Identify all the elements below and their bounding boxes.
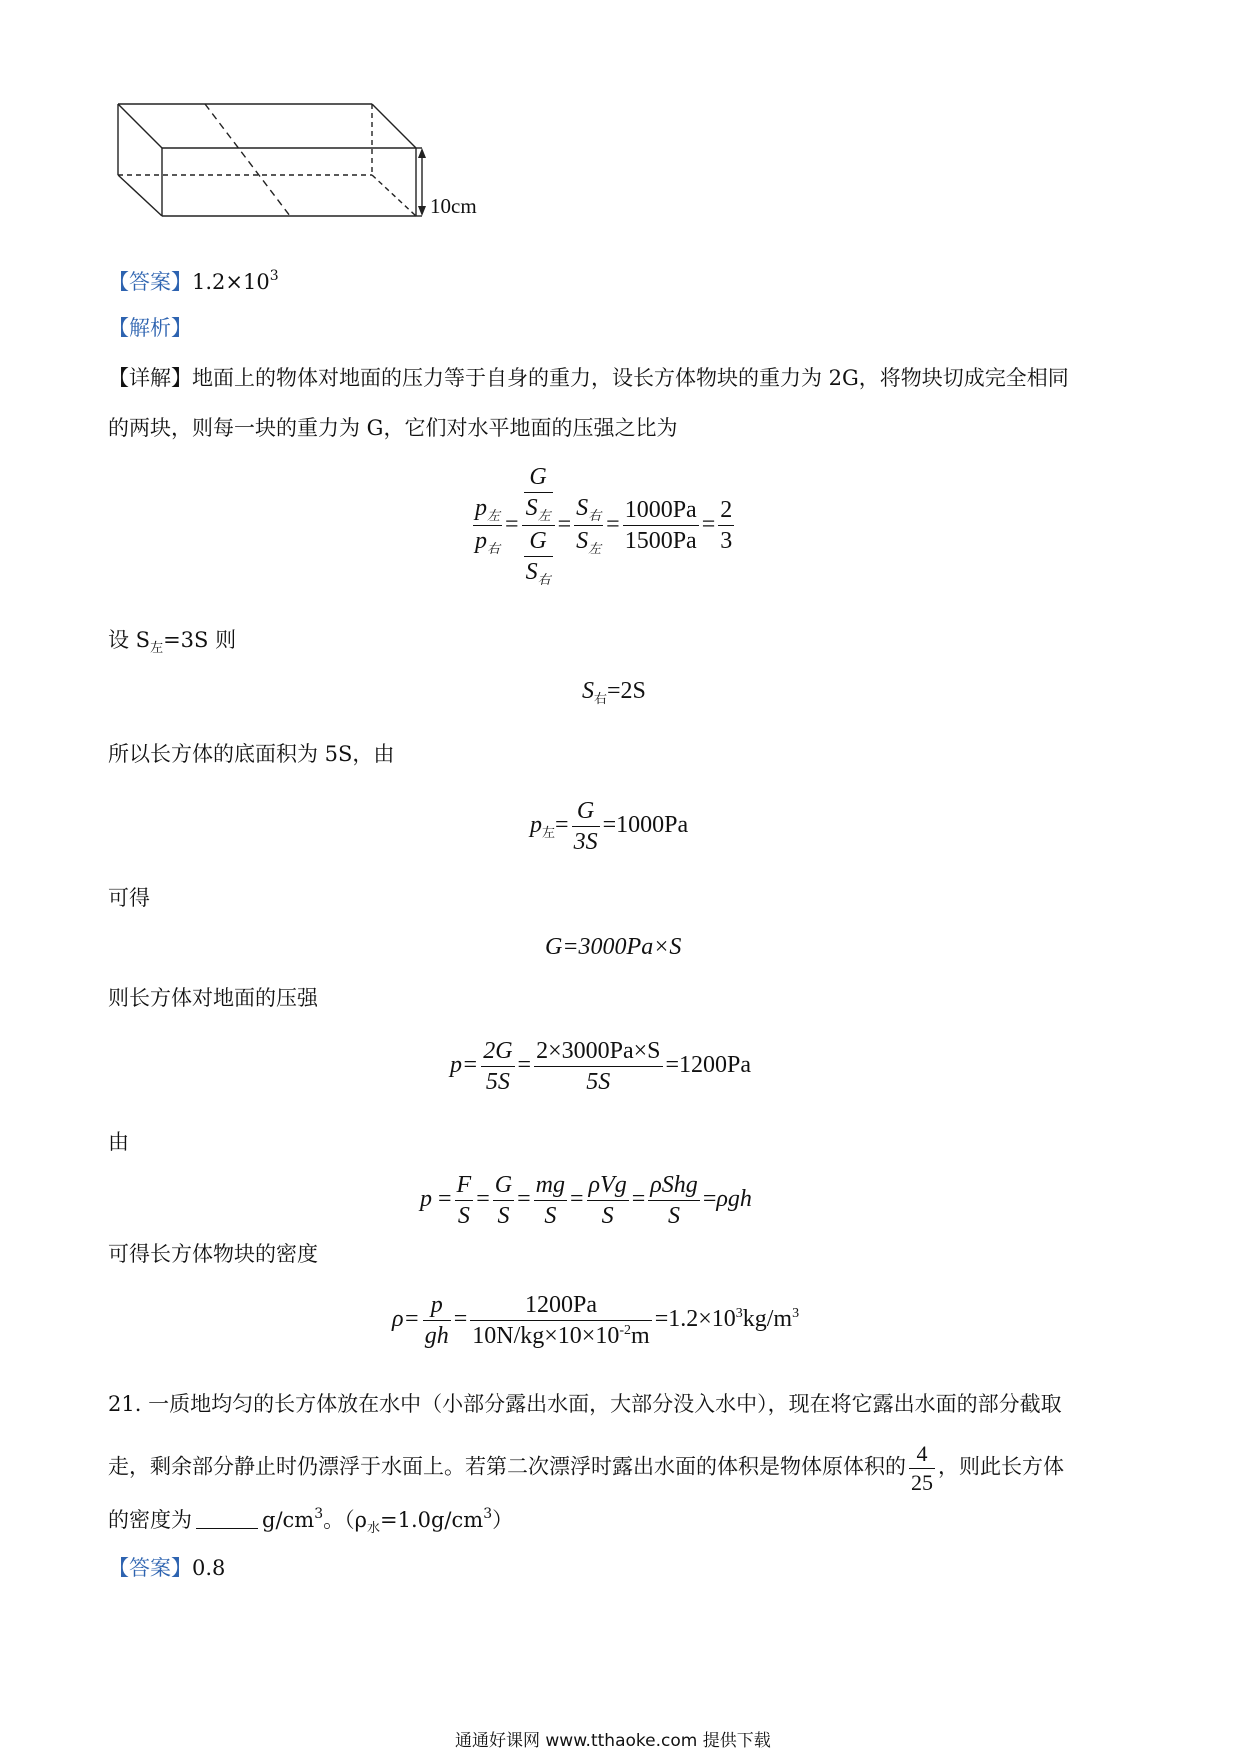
G-num: G [572, 796, 600, 827]
frac-area-ratio [574, 493, 603, 559]
S-num: S [576, 495, 589, 521]
p-lhs: p= [450, 1052, 479, 1079]
S1: S [457, 1203, 470, 1229]
three: 3 [720, 528, 733, 555]
rho-water-sub: 水 [366, 1521, 380, 1536]
equation-pressure-chain: p = $\frac{F}{S}$ = $\frac{G}{S}$ = $\frac{mg}{S}$ = $\frac{\text{ρVg}}{S}$ = $\frac{\text{ρShg}}{S}$ =ρgh [420, 1172, 752, 1229]
pressure-line: 则长方体对地面的压强 [108, 986, 318, 1010]
G-bottom: G [524, 526, 553, 557]
rhoVg: ρVg [587, 1170, 629, 1201]
p-right: p [475, 528, 487, 555]
detail-line-1 [108, 366, 1069, 391]
frac-6000 [534, 1036, 662, 1097]
S5: S [668, 1203, 681, 1229]
gh-den: gh [424, 1323, 449, 1349]
frac-rhoVg-S [587, 1170, 629, 1231]
answer-blank [196, 1510, 258, 1529]
sub-left-2: 左 [537, 509, 551, 524]
num-6000: 2×3000Pa×S [534, 1036, 662, 1067]
footer-text: 通通好课网 www.tthaoke.com 提供下载 [455, 1731, 771, 1751]
unit-exp: 3 [314, 1506, 324, 1522]
p-left-rhs: =1000Pa [602, 812, 689, 839]
frac-p-ratio [473, 493, 502, 559]
rhoShg: ρShg [648, 1170, 700, 1201]
frac-2G-5S [481, 1036, 514, 1097]
p-chain: p [420, 1186, 432, 1213]
p1500: 1500Pa [624, 528, 697, 555]
frac-num: 4 [909, 1440, 935, 1469]
den-exp: -2 [619, 1323, 632, 1338]
frac-pa [623, 495, 699, 556]
2G: 2G [481, 1036, 514, 1067]
answer-line-q20 [108, 268, 279, 295]
S-den: S [576, 528, 589, 555]
set-text: 设 S [108, 628, 151, 652]
answer-tag: 【答案】 [108, 270, 192, 294]
sub-left-3: 左 [588, 542, 602, 558]
q21-text-b: ，则此长方体 [938, 1454, 1064, 1479]
block-figure [110, 100, 510, 245]
S2: S [497, 1203, 510, 1229]
rho-water-open: 。（ρ [323, 1508, 367, 1532]
equation-density: ρ= $\frac{p}{gh}$ = $\frac{1200Pa}{10N/kg\times 10\times 10^{-2}m}$ $=1.2\times 10^3kg/m^3$ [392, 1292, 800, 1349]
frac-1200-den [470, 1290, 651, 1351]
derive-line: 可得 [108, 886, 150, 910]
rho-lhs: ρ= [392, 1306, 420, 1333]
F: F [455, 1170, 474, 1201]
5S: 5S [485, 1069, 510, 1095]
S-bottom: S [525, 559, 538, 586]
G-top: G [524, 462, 553, 493]
rho-exp: 3 [735, 1306, 743, 1322]
S-right-symbol: S [582, 678, 594, 704]
mg: mg [534, 1170, 567, 1201]
equation-p-left: $p_左=$ $\frac{G}{3S}$ =1000Pa [530, 798, 689, 855]
from-line: 由 [108, 1130, 129, 1154]
frac-F-S [455, 1170, 474, 1231]
equation-s-right [582, 678, 646, 707]
frac-compound [522, 462, 555, 590]
S3: S [544, 1203, 557, 1229]
rho-unit-exp: 3 [792, 1306, 800, 1322]
3S-den: 3S [573, 829, 598, 855]
frac-4-25 [909, 1440, 935, 1496]
detail-text-1: 地面上的物体对地面的压力等于自身的重力，设长方体物块的重力为 2G，将物块切成完全相同 [192, 366, 1069, 390]
S-right-rest: =2S [607, 678, 646, 704]
detail-tag: 【详解】 [108, 366, 192, 390]
q21-text-a: 走，剩余部分静止时仍漂浮于水面上。若第二次漂浮时露出水面的体积是物体原体积的 [108, 1454, 906, 1479]
detail-line-2: 的两块，则每一块的重力为 G，它们对水平地面的压强之比为 [108, 416, 678, 440]
rho-water-value: =1.0g/cm [380, 1508, 484, 1532]
p-result: =1200Pa [665, 1052, 752, 1079]
equation-G: G=3000Pa×S [545, 934, 682, 960]
set-line [108, 628, 236, 657]
num-1200: 1200Pa [470, 1290, 651, 1321]
sub-left: 左 [487, 509, 501, 524]
rho-water-exp: 3 [483, 1506, 493, 1522]
frac-rhoShg-S [648, 1170, 700, 1231]
rho-unit: kg/m [742, 1306, 793, 1333]
q21-line-1: 21. 一质地均匀的长方体放在水中（小部分露出水面，大部分没入水中），现在将它露出水面的部分截取 [108, 1392, 1062, 1416]
p-left-symbol: p [530, 812, 542, 839]
den-5S: 5S [586, 1069, 611, 1095]
q21-text-c: 的密度为 [108, 1508, 192, 1532]
answer-exponent: 3 [269, 268, 279, 284]
sub-right-3: 右 [588, 509, 602, 524]
base-area-line: 所以长方体的底面积为 5S，由 [108, 742, 395, 766]
density-line: 可得长方体物块的密度 [108, 1242, 318, 1266]
unit: g/cm [262, 1508, 315, 1532]
set-sub: 左 [150, 641, 164, 656]
rhogh: ρgh [716, 1186, 752, 1213]
sub-right: 右 [487, 542, 501, 558]
rho-rhs: =1.2×10 [654, 1306, 736, 1333]
answer-value-q21: 0.8 [192, 1556, 226, 1580]
two: 2 [718, 495, 734, 526]
S-right-sub: 右 [594, 692, 608, 707]
p-num: p [423, 1290, 451, 1321]
answer-tag-q21: 【答案】 [108, 1556, 192, 1580]
p-left: p [475, 495, 487, 521]
frac-two-thirds [718, 495, 734, 556]
equation-pressure: p= $\frac{2G}{5S}$ = $\frac{2\times 3000Pa\times S}{5S}$ =1200Pa [450, 1038, 752, 1095]
equation-pressure-ratio: $\frac{p_左}{p_右}$ = $\frac{\frac{G}{S_左}}{\frac{G}{S_右}}$ = $\frac{S_右}{S_左}$ = $\frac{1000Pa}{1500Pa}$ = $\frac{2}{3}$ [475, 464, 733, 589]
p1000: 1000Pa [623, 495, 699, 526]
close-paren: ） [492, 1508, 514, 1532]
sub-right-2: 右 [537, 573, 551, 589]
q21-line-3 [108, 1506, 513, 1537]
frac-mg-S [534, 1170, 567, 1231]
analysis-tag: 【解析】 [108, 316, 192, 340]
p-left-sub: 左 [542, 826, 556, 842]
dimension-label: 10cm [430, 194, 477, 218]
answer-line-q21 [108, 1556, 225, 1581]
answer-value: 1.2×10 [192, 270, 270, 294]
set-rest: =3S 则 [163, 628, 237, 652]
frac-G-S [493, 1170, 514, 1231]
S-top: S [525, 495, 538, 521]
den-b: m [631, 1323, 650, 1349]
q21-line-2 [108, 1440, 1064, 1496]
den-a: 10N/kg×10×10 [472, 1323, 620, 1349]
frac-p-gh [423, 1290, 451, 1351]
G: G [493, 1170, 514, 1201]
frac-G-3S [572, 796, 600, 857]
S4: S [601, 1203, 614, 1229]
frac-den: 25 [911, 1469, 933, 1495]
